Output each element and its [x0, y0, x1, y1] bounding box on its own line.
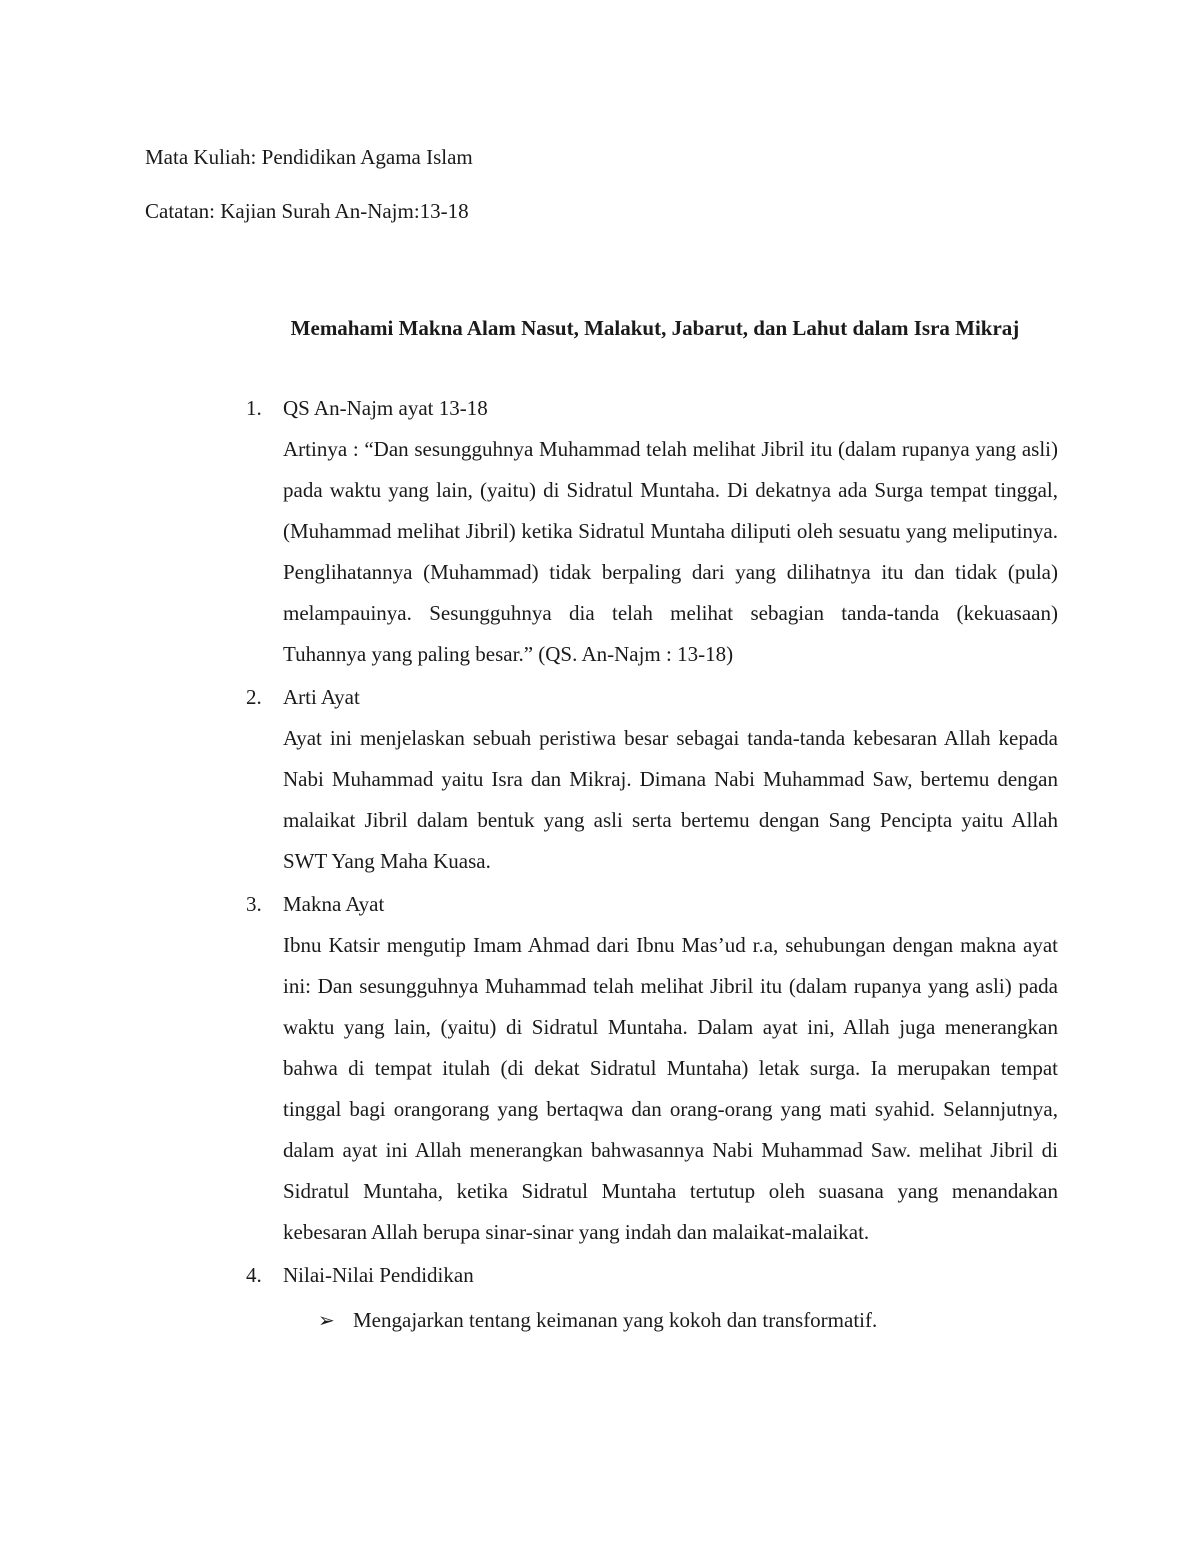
list-item-number: 1. — [246, 396, 262, 420]
bullet-text: Mengajarkan tentang keimanan yang kokoh dan transformatif. — [353, 1308, 878, 1332]
list-item-number: 2. — [246, 685, 262, 709]
list-item-heading — [240, 677, 1060, 718]
list-item-body: Artinya : “Dan sesungguhnya Muhammad telah melihat Jibril itu (dalam rupanya yang asli) pada waktu yang lain, (yaitu) di Sidratul Muntaha. Di dekatnya ada Surga tempat tinggal, (Muhammad melihat Jibril) ketika Sidratul Muntaha diliputi oleh sesuatu yang meliputinya. Penglihatannya (Muhammad) tidak berpaling dari yang dilihatnya itu dan tidak (pula) melampauinya. Sesungguhnya dia telah melihat sebagian tanda-tanda (kekuasaan) Tuhannya yang paling besar.” (QS. An-Najm : 13-18) — [283, 437, 1058, 666]
numbered-list — [240, 388, 1060, 1341]
document-title: Memahami Makna Alam Nasut, Malakut, Jabarut, dan Lahut dalam Isra Mikraj — [290, 316, 1020, 340]
list-item-title: Nilai-Nilai Pendidikan — [283, 1263, 474, 1287]
list-item-title: QS An-Najm ayat 13-18 — [283, 396, 488, 420]
list-item-title: Arti Ayat — [283, 685, 360, 709]
list-item-body: Ayat ini menjelaskan sebuah peristiwa besar sebagai tanda-tanda kebesaran Allah kepada Nabi Muhammad yaitu Isra dan Mikraj. Dimana Nabi Muhammad Saw, bertemu dengan malaikat Jibril dalam bentuk yang asli serta bertemu dengan Sang Pencipta yaitu Allah SWT Yang Maha Kuasa. — [283, 726, 1058, 873]
list-item-number: 3. — [246, 892, 262, 916]
list-item — [240, 388, 1060, 675]
list-item — [240, 884, 1060, 1253]
list-item-heading — [240, 388, 1060, 429]
bullet-point — [240, 1300, 1060, 1341]
list-item-number: 4. — [246, 1263, 262, 1287]
arrowhead-bullet-icon: ➢ — [318, 1308, 335, 1332]
list-item-title: Makna Ayat — [283, 892, 385, 916]
list-item-heading — [240, 1255, 1060, 1296]
list-item-heading — [240, 884, 1060, 925]
list-item-body: Ibnu Katsir mengutip Imam Ahmad dari Ibnu Mas’ud r.a, sehubungan dengan makna ayat ini: Dan sesungguhnya Muhammad telah melihat Jibril itu (dalam rupanya yang asli) pada waktu yang lain, (yaitu) di Sidratul Muntaha. Dalam ayat ini, Allah juga menerangkan bahwa di tempat itulah (di dekat Sidratul Muntaha) letak surga. Ia merupakan tempat tinggal bagi orangorang yang bertaqwa dan orang-orang yang mati syahid. Selannjutnya, dalam ayat ini Allah menerangkan bahwasannya Nabi Muhammad Saw. melihat Jibril di Sidratul Muntaha, ketika Sidratul Muntaha tertutup oleh suasana yang menandakan kebesaran Allah berupa sinar-sinar yang indah dan malaikat-malaikat. — [283, 933, 1058, 1244]
note-line: Catatan: Kajian Surah An-Najm:13-18 — [145, 199, 469, 223]
course-line: Mata Kuliah: Pendidikan Agama Islam — [145, 145, 473, 169]
list-item — [240, 677, 1060, 882]
list-item — [240, 1255, 1060, 1341]
